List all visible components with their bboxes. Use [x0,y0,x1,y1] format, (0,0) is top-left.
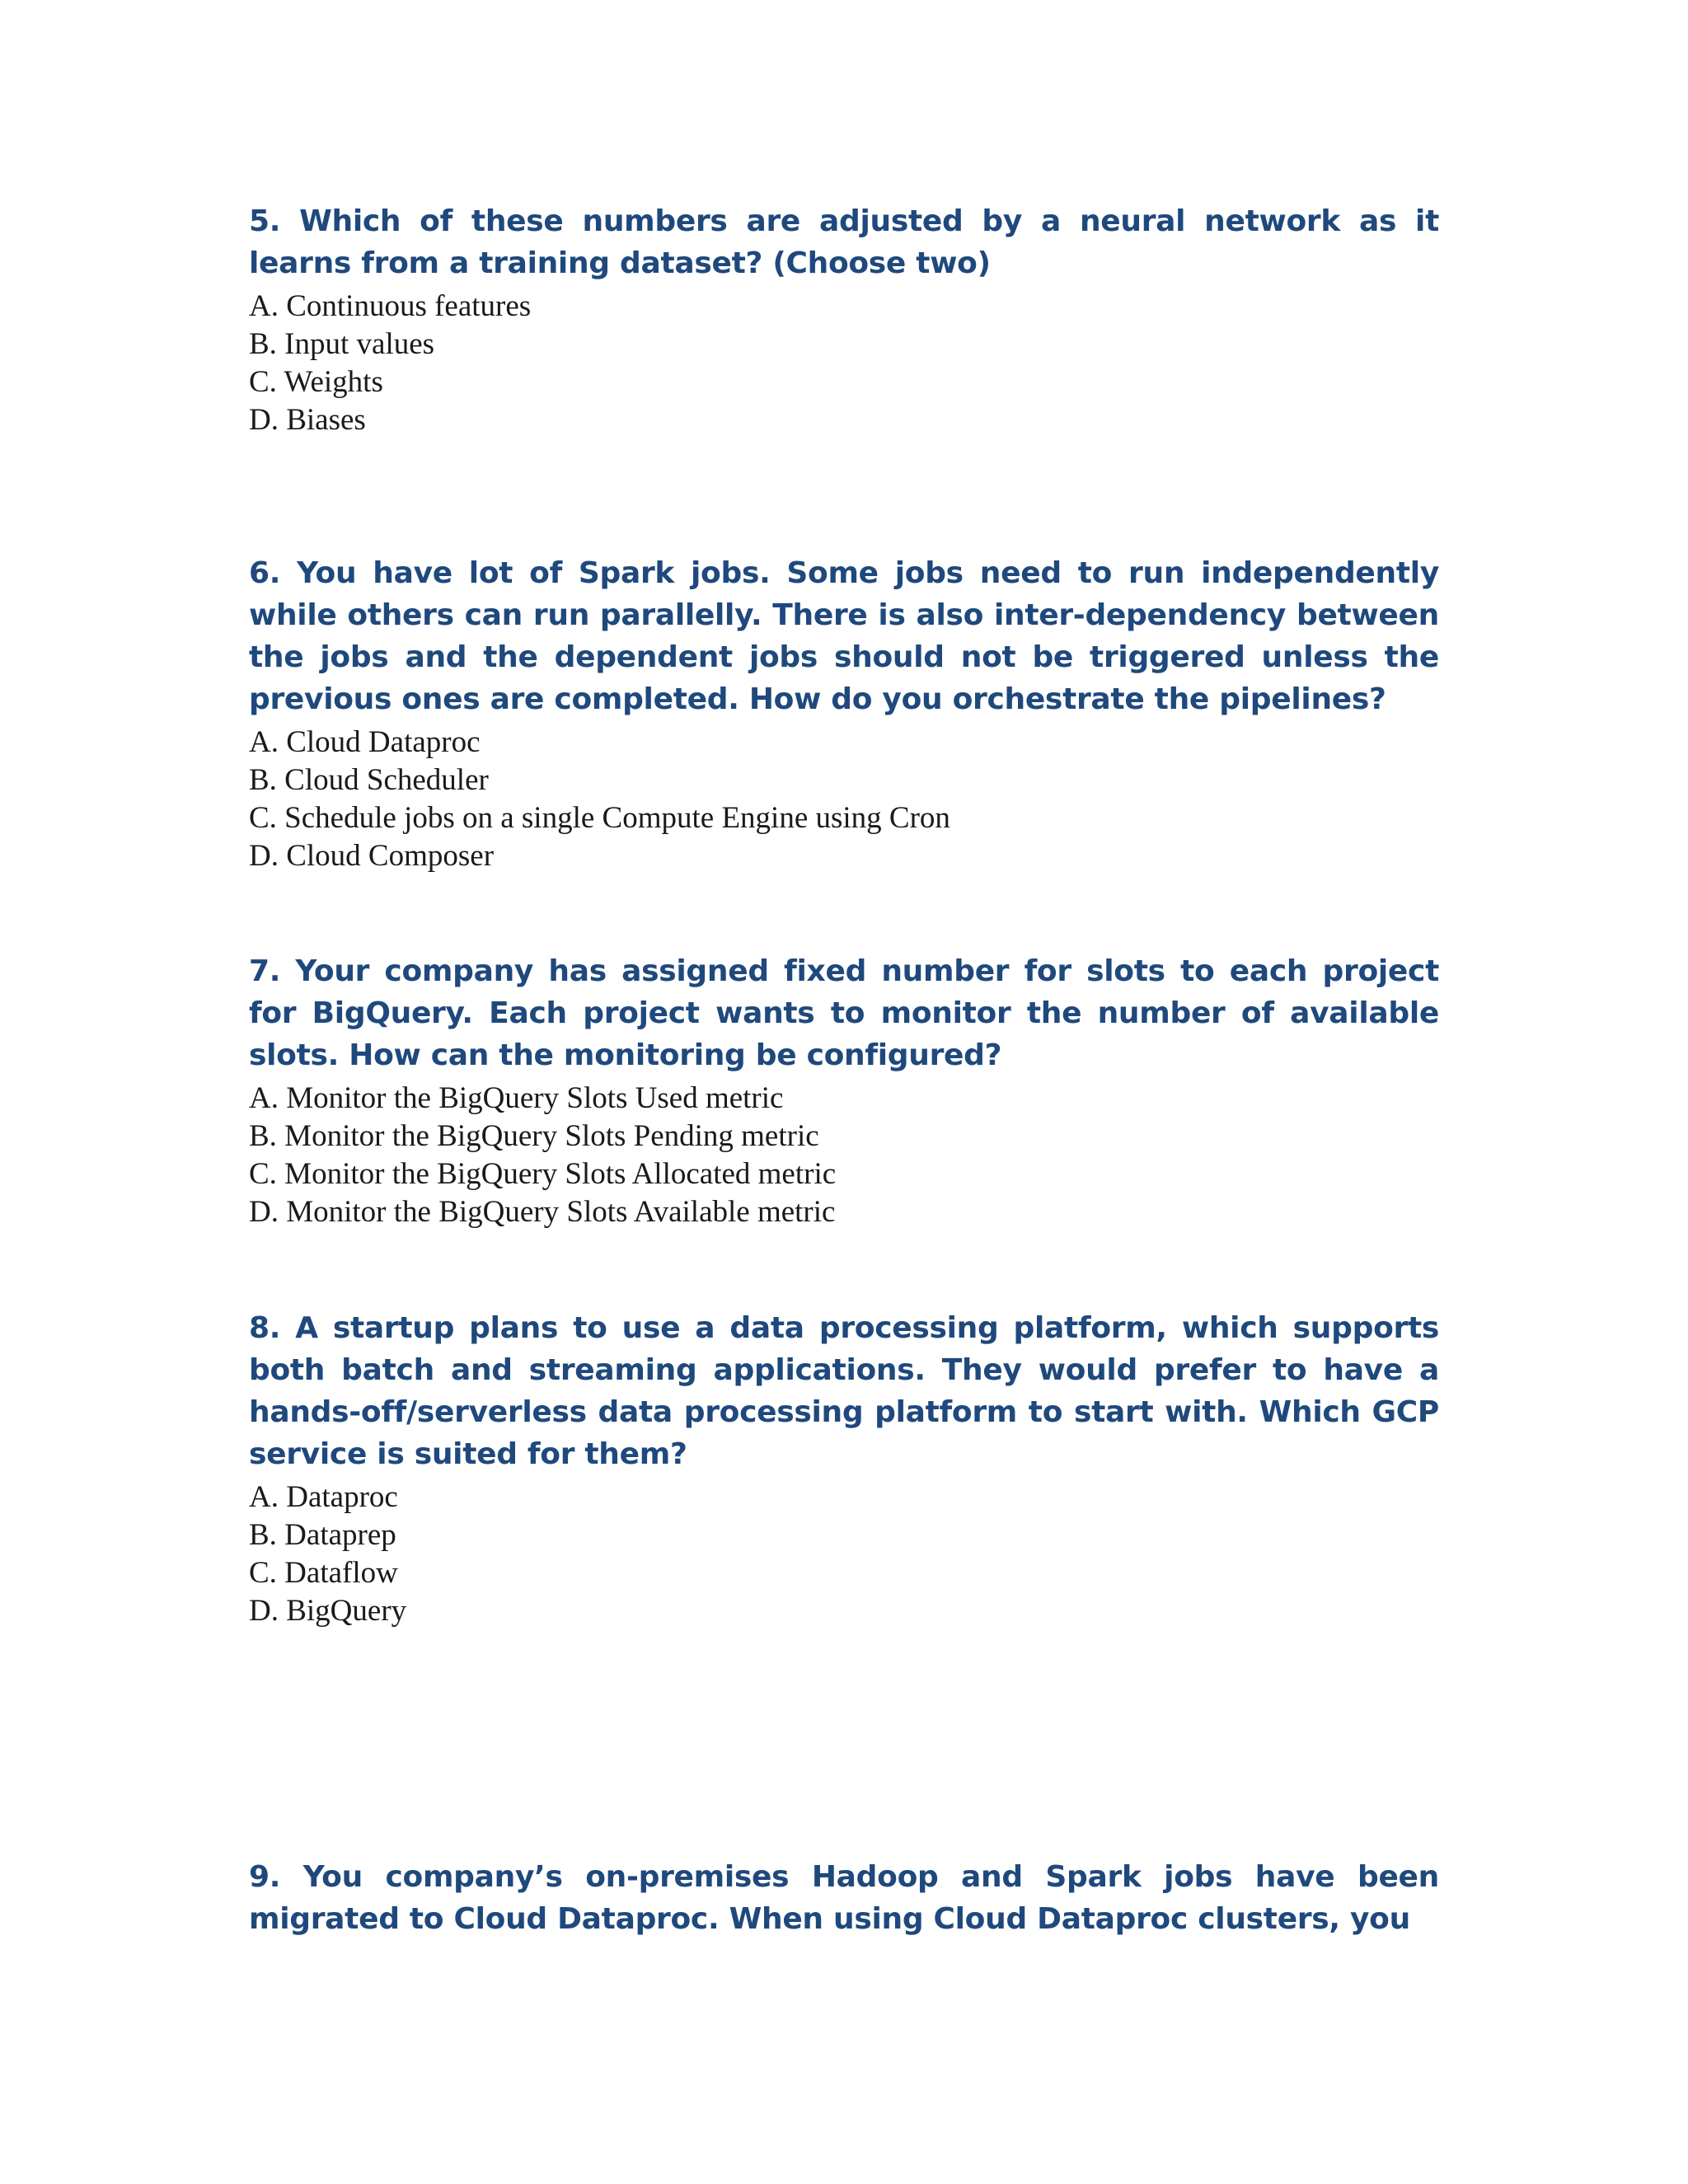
question-8 [249,1307,1439,1630]
answer-option-d: D. Biases [249,403,366,437]
answer-option-a: A. Cloud Dataproc [249,725,481,759]
answer-option-d: D. BigQuery [249,1594,407,1628]
question-5 [249,200,1439,439]
question-7 [249,950,1439,1231]
answer-option-c: C. Dataflow [249,1556,398,1590]
question-title: 8. A startup plans to use a data processing platform, which supports both batch and streaming applications. They would prefer to have a hands-off/serverless data processing platform to start with. Which GCP service is suited for them? [249,1311,1439,1471]
answer-option-b: B. Dataprep [249,1518,396,1552]
answer-option-b: B. Input values [249,327,435,361]
question-title: 5. Which of these numbers are adjusted by a neural network as it learns from a training dataset? (Choose two) [249,204,1439,280]
answer-option-b: B. Cloud Scheduler [249,763,489,797]
question-title: 7. Your company has assigned fixed number for slots to each project for BigQuery. Each project wants to monitor the number of available slots. How can the monitoring be configured? [249,954,1439,1072]
answer-option-a: A. Continuous features [249,289,532,323]
answer-option-c: C. Schedule jobs on a single Compute Engine using Cron [249,801,950,835]
question-title: 6. You have lot of Spark jobs. Some jobs need to run independently while others can run parallelly. There is also inter-dependency between the jobs and the dependent jobs should not be triggered unless the previous ones are completed. How do you orchestrate the pipelines? [249,556,1439,716]
answer-options [249,724,1439,875]
answer-option-d: D. Cloud Composer [249,839,495,873]
answer-option-d: D. Monitor the BigQuery Slots Available metric [249,1195,836,1229]
answer-option-c: C. Weights [249,365,383,399]
question-title: 9. You company’s on-premises Hadoop and Spark jobs have been migrated to Cloud Dataproc. When using Cloud Dataproc clusters, you [249,1860,1439,1936]
answer-option-a: A. Monitor the BigQuery Slots Used metric [249,1081,784,1115]
answer-options [249,1080,1439,1231]
answer-options [249,288,1439,439]
question-6 [249,552,1439,875]
answer-option-b: B. Monitor the BigQuery Slots Pending metric [249,1119,819,1153]
answer-option-a: A. Dataproc [249,1480,398,1514]
answer-options [249,1479,1439,1630]
answer-option-c: C. Monitor the BigQuery Slots Allocated metric [249,1157,837,1191]
question-9 [249,1856,1439,1940]
